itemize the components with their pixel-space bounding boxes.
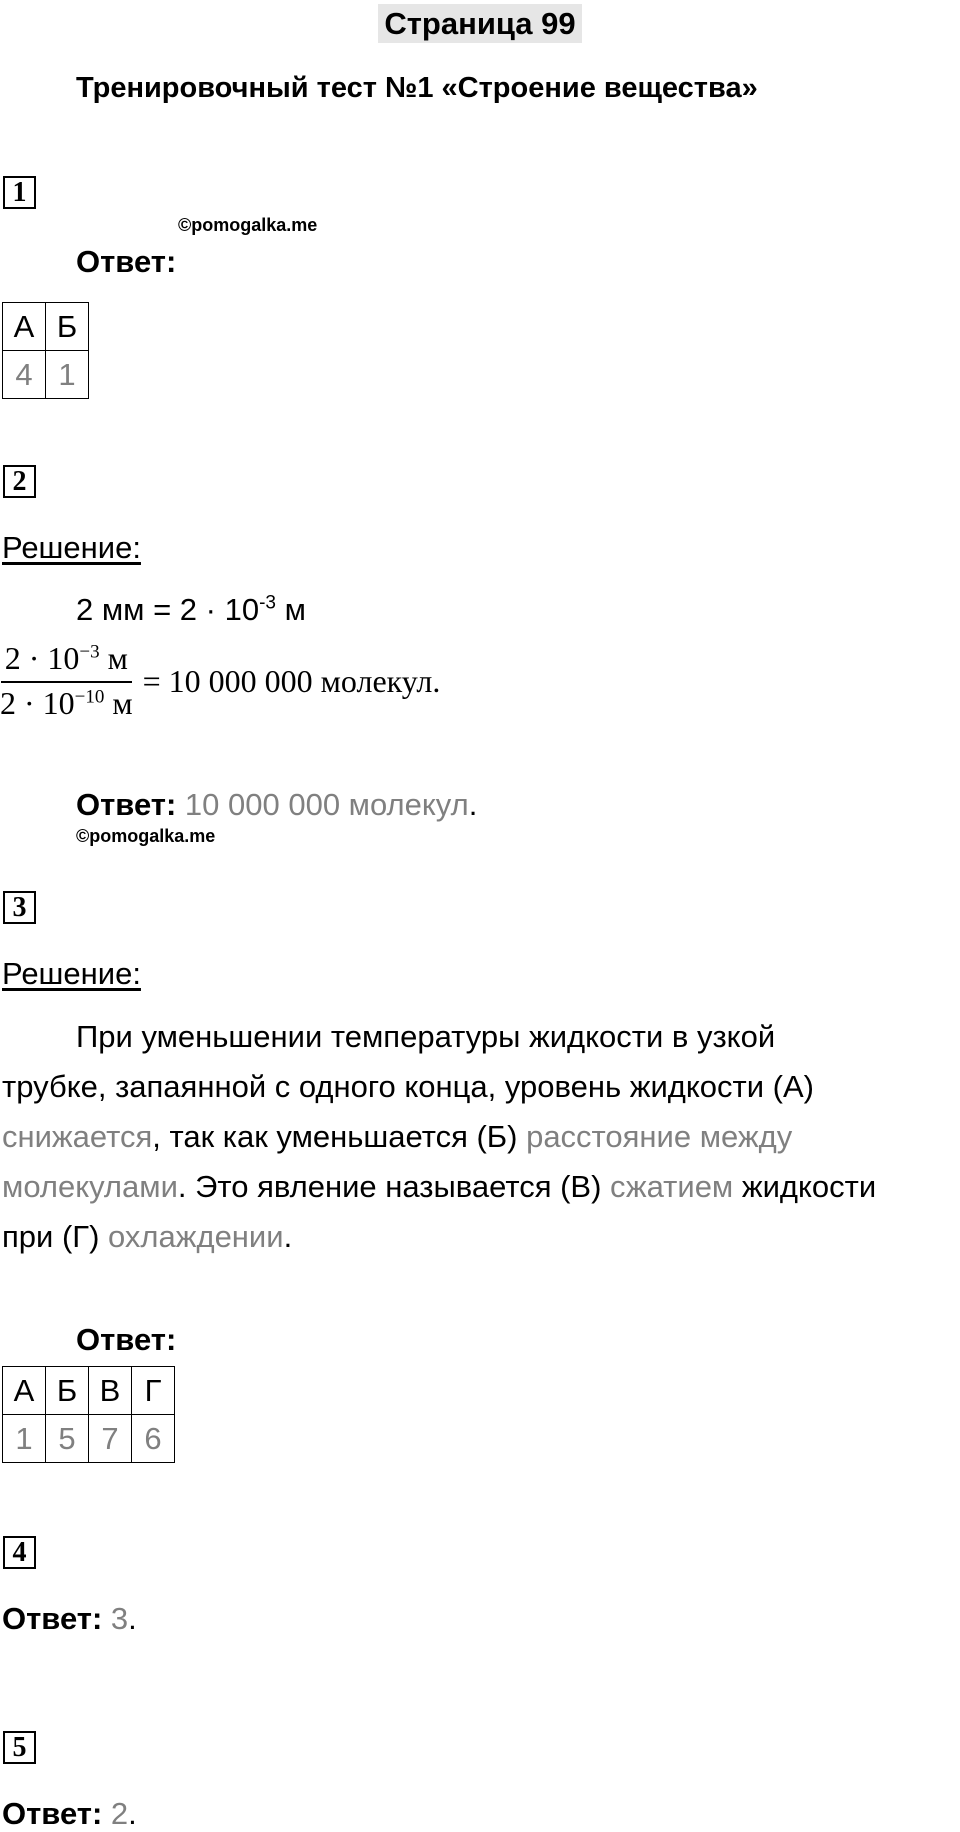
q3-col-v: В	[89, 1367, 132, 1415]
q4-answer	[2, 1601, 137, 1637]
q3-val-a: 1	[3, 1415, 46, 1463]
q3-text-p5: жидкости	[733, 1169, 877, 1204]
q3-col-a: А	[3, 1367, 46, 1415]
q3-answer-b-text-2: молекулами	[2, 1169, 178, 1204]
q3-answer-a-text: снижается	[2, 1119, 153, 1154]
test-title: Тренировочный тест №1 «Строение вещества»	[76, 72, 758, 104]
q4-answer-end: .	[128, 1601, 137, 1636]
q3-solution-label: Решение:	[2, 956, 141, 991]
q1-answer-table	[2, 302, 89, 399]
q3-solution-text	[2, 1012, 960, 1262]
q2-conversion-left: 2 мм = 2 · 10	[76, 592, 260, 627]
q3-text-p6: при (Г)	[2, 1219, 109, 1254]
q2-num-unit: м	[99, 640, 128, 676]
q2-fraction-denominator	[0, 683, 133, 722]
q2-answer-end: .	[468, 787, 478, 822]
q2-answer-value: 10 000 000 молекул	[184, 787, 469, 822]
q4-answer-label: Ответ:	[2, 1601, 103, 1636]
q5-answer-value: 2	[110, 1796, 129, 1831]
watermark: ©pomogalka.me	[178, 215, 318, 235]
q4-answer-value: 3	[110, 1601, 129, 1636]
q2-answer	[76, 787, 477, 823]
q2-den-base: 2 · 10	[0, 685, 75, 721]
q3-val-b: 5	[46, 1415, 89, 1463]
q1-val-b: 1	[46, 351, 89, 399]
page-title	[0, 6, 960, 42]
question-1-number: 1	[3, 176, 36, 209]
question-4-number: 4	[3, 1536, 36, 1569]
q3-text-p3: , так как уменьшается (Б)	[152, 1119, 527, 1154]
q3-col-b: Б	[46, 1367, 89, 1415]
question-5-number: 5	[3, 1731, 36, 1764]
q2-num-exp: −3	[79, 641, 100, 663]
q3-answer-d-text: охлаждении	[108, 1219, 284, 1254]
q3-text-p7: .	[283, 1219, 293, 1254]
q2-den-exp: −10	[74, 686, 105, 708]
q3-line-3	[2, 1112, 960, 1162]
q2-unit-conversion	[76, 592, 306, 628]
q2-result: = 10 000 000 молекул.	[142, 662, 441, 699]
q2-num-base: 2 · 10	[4, 640, 80, 676]
q5-answer-end: .	[128, 1796, 137, 1831]
q2-formula	[0, 640, 440, 722]
q5-answer-label: Ответ:	[2, 1796, 103, 1831]
q3-answer-value-row	[3, 1415, 175, 1463]
question-2-number: 2	[3, 465, 36, 498]
q3-line-1: При уменьшении температуры жидкости в узкой	[76, 1019, 776, 1054]
page-title-text: Страница 99	[378, 4, 581, 43]
q3-answer-b-text-1: расстояние между	[526, 1119, 793, 1154]
q1-val-a: 4	[3, 351, 46, 399]
q3-line-5	[2, 1212, 960, 1262]
q1-col-a: А	[3, 303, 46, 351]
q1-col-b: Б	[46, 303, 89, 351]
question-3-number: 3	[3, 891, 36, 924]
q1-answer-value-row	[3, 351, 89, 399]
q2-conversion-unit: м	[276, 592, 306, 627]
q2-solution-label: Решение:	[2, 530, 141, 565]
q3-col-g: Г	[132, 1367, 175, 1415]
q2-fraction-numerator	[1, 640, 132, 683]
q3-answer-label: Ответ:	[76, 1322, 177, 1357]
q3-answer-c-text: сжатием	[610, 1169, 734, 1204]
q2-answer-label: Ответ:	[76, 787, 177, 822]
q3-line-4	[2, 1162, 960, 1212]
q5-answer	[2, 1796, 137, 1832]
q1-answer-label: Ответ:	[76, 244, 177, 279]
q2-den-unit: м	[104, 685, 133, 721]
watermark-2: ©pomogalka.me	[76, 826, 216, 846]
q3-val-g: 6	[132, 1415, 175, 1463]
q1-answer-header-row	[3, 303, 89, 351]
q3-answer-header-row	[3, 1367, 175, 1415]
q2-conversion-exp: -3	[259, 592, 276, 614]
q3-text-p4: . Это явление называется (В)	[177, 1169, 611, 1204]
q2-fraction	[0, 640, 133, 722]
q3-answer-table	[2, 1366, 175, 1463]
q3-line-2: трубке, запаянной с одного конца, уровень жидкости (А)	[2, 1069, 814, 1104]
q3-val-v: 7	[89, 1415, 132, 1463]
